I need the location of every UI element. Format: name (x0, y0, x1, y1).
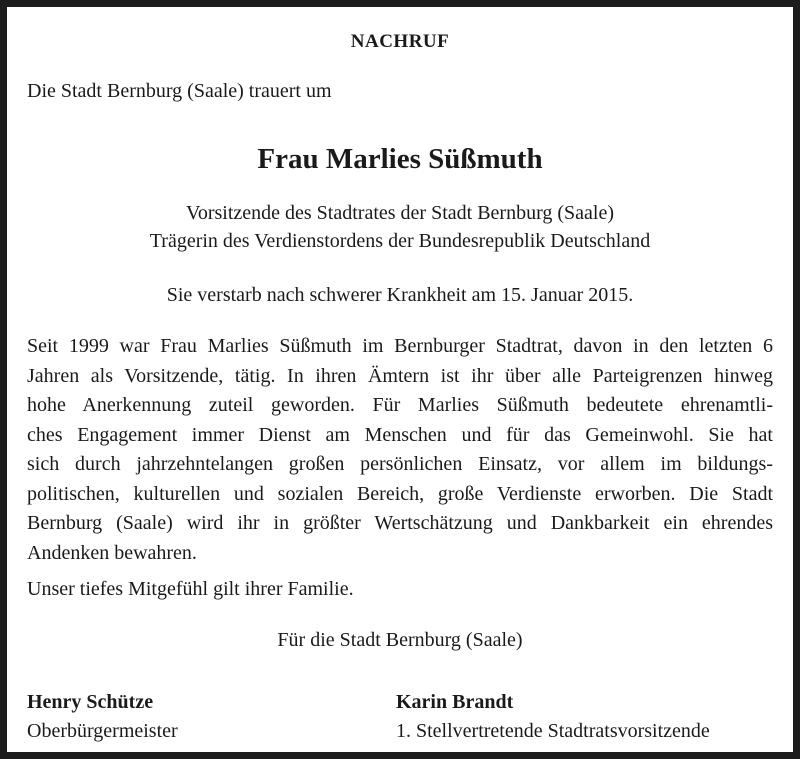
body-line: hohe Anerkennung zuteil geworden. Für Marlies Süßmuth bedeutete ehrenamtli- (27, 394, 773, 416)
signature-block-left (27, 688, 178, 746)
title-line: Trägerin des Verdienstordens der Bundesrepublik Deutschland (149, 230, 651, 252)
body-line: Bernburg (Saale) wird ihr in größter Wertschätzung und Dankbarkeit ein ehrendes (27, 512, 773, 534)
condolence-text: Unser tiefes Mitgefühl gilt ihrer Familie. (27, 578, 354, 600)
signatory-role: Oberbürgermeister (27, 720, 178, 742)
signatory-name: Henry Schütze (27, 691, 154, 713)
signature-block-right (396, 688, 710, 746)
deceased-titles (27, 199, 773, 255)
body-line: Seit 1999 war Frau Marlies Süßmuth im Bernburger Stadtrat, davon in den letzten 6 (27, 335, 773, 357)
intro-text: Die Stadt Bernburg (Saale) trauert um (27, 80, 332, 102)
signatory-name: Karin Brandt (396, 691, 514, 713)
title-line: Vorsitzende des Stadtrates der Stadt Bernburg (Saale) (185, 202, 615, 224)
signatory-role: 1. Stellvertretende Stadtratsvorsitzende (396, 720, 710, 742)
death-notice: Sie verstarb nach schwerer Krankheit am 15. Januar 2015. (166, 284, 634, 306)
body-line: ches Engagement immer Dienst am Menschen und für das Gemeinwohl. Sie hat (27, 423, 773, 446)
deceased-name: Frau Marlies Süßmuth (257, 143, 543, 175)
for-city-line: Für die Stadt Bernburg (Saale) (277, 629, 523, 651)
body-line: politischen, kulturellen und sozialen Bereich, große Verdienste erworben. Die Stadt (27, 482, 773, 505)
body-line: sich durch jahrzehntelangen großen persönlichen Einsatz, vor allem im bildungs- (27, 453, 773, 475)
obituary-body (27, 332, 773, 568)
body-line: Andenken bewahren. (27, 541, 197, 564)
obituary-heading: NACHRUF (350, 31, 450, 52)
body-line: Jahren als Vorsitzende, tätig. In ihren Ämtern ist ihr über alle Parteigrenzen hinweg (27, 364, 773, 387)
